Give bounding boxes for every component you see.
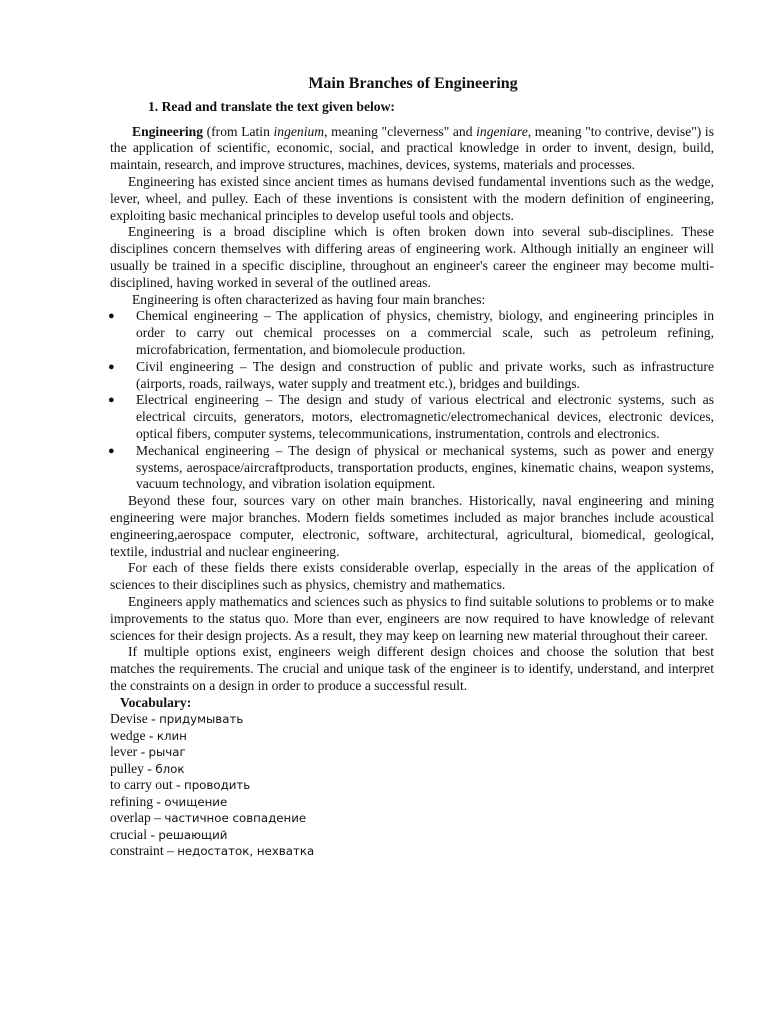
vocabulary-heading: Vocabulary: — [120, 694, 192, 710]
list-item: ● Civil engineering – The design and construction of public and private works, such as infrastructure (airports, roads, railways, water supply and treatment etc.), bridges and buildings. — [108, 358, 714, 391]
bullet-icon: ● — [108, 360, 115, 373]
latin-word: ingenium — [273, 123, 325, 139]
latin-word: ingeniare — [476, 123, 528, 139]
paragraph: Engineers apply mathematics and sciences such as physics to find suitable solutions to problems or to make improvements to the status quo. More than ever, engineers are now required to have knowledge of relevant sciences for their design projects. As a result, they may keep on learning new material throughout their career. — [110, 593, 714, 643]
bullet-icon: ● — [108, 310, 115, 323]
page-title: Main Branches of Engineering — [308, 75, 518, 92]
vocabulary-item: to carry out - проводить — [110, 777, 251, 793]
task-heading: 1. Read and translate the text given below: — [148, 98, 395, 114]
branches-intro: Engineering is often characterized as having four main branches: — [132, 291, 486, 307]
paragraph: If multiple options exist, engineers weigh different design choices and choose the solution that best matches the requirements. The crucial and unique task of the engineer is to identify, understand, and interpret the constraints on a design in order to produce a successful result. — [110, 644, 714, 693]
vocabulary-item: wedge - клин — [110, 727, 187, 743]
vocabulary-item: constraint – недостаток, нехватка — [110, 843, 315, 859]
vocabulary-item: lever - рычаг — [110, 744, 186, 760]
paragraph: Engineering is a broad discipline which is often broken down into several sub-disciplines. These disciplines concern themselves with differing areas of engineering work. Although initially an engineer will usually be trained in a specific discipline, throughout an engineer's career the engineer may become multi-disciplined, having worked in several of the outlined areas. — [110, 224, 714, 290]
vocabulary-item: refining - очищение — [110, 793, 228, 809]
vocabulary-item: Devise - придумывать — [110, 711, 244, 727]
vocabulary-item: crucial - решающий — [110, 826, 228, 842]
bullet-icon: ● — [108, 444, 115, 457]
intro-term: Engineering — [132, 123, 203, 139]
intro-paragraph: Engineering (from Latin ingenium, meaning "cleverness" and ingeniare, meaning "to contrive, devise") is the application of scientific, economic, social, and practical knowledge in order to invent, design, build, maintain, research, and improve structures, machines, devices, systems, materials and processes. — [110, 123, 714, 173]
vocabulary-item: overlap – частичное совпадение — [110, 810, 307, 826]
bullet-icon: ● — [108, 394, 115, 407]
vocabulary-item: pulley - блок — [110, 760, 185, 776]
vocabulary-list — [110, 711, 714, 860]
branches-list — [110, 308, 714, 493]
paragraph: For each of these fields there exists considerable overlap, especially in the areas of the application of sciences to their disciplines such as physics, chemistry and mathematics. — [110, 560, 714, 593]
paragraph: Engineering has existed since ancient times as humans devised fundamental inventions such as the wedge, lever, wheel, and pulley. Each of these inventions is consistent with the modern definition of engineering, exploiting basic mechanical principles to develop useful tools and objects. — [110, 173, 714, 223]
list-item: ● Mechanical engineering – The design of physical or mechanical systems, such as power and energy systems, aerospace/aircraftproducts, transportation products, engines, kinematic chains, weapon systems, vacuum technology, and vibration isolation equipment. — [108, 442, 714, 492]
list-item: ● Electrical engineering – The design and study of various electrical and electronic systems, such as electrical circuits, generators, motors, electromagnetic/electromechanical devices, electronic devices, optical fibers, computer systems, telecommunications, instrumentation, controls and electronics. — [108, 392, 714, 441]
paragraph: Beyond these four, sources vary on other main branches. Historically, naval engineering and mining engineering were major branches. Modern fields sometimes included as major branches include acoustical engineering,aerospace computer, electronic, software, architectural, agricultural, biomedical, geological, textile, industrial and nuclear engineering. — [110, 493, 714, 559]
list-item: ● Chemical engineering – The application of physics, chemistry, biology, and engineering principles in order to carry out chemical processes on a commercial scale, such as petroleum refining, microfabrication, fermentation, and biomolecule production. — [108, 308, 714, 357]
